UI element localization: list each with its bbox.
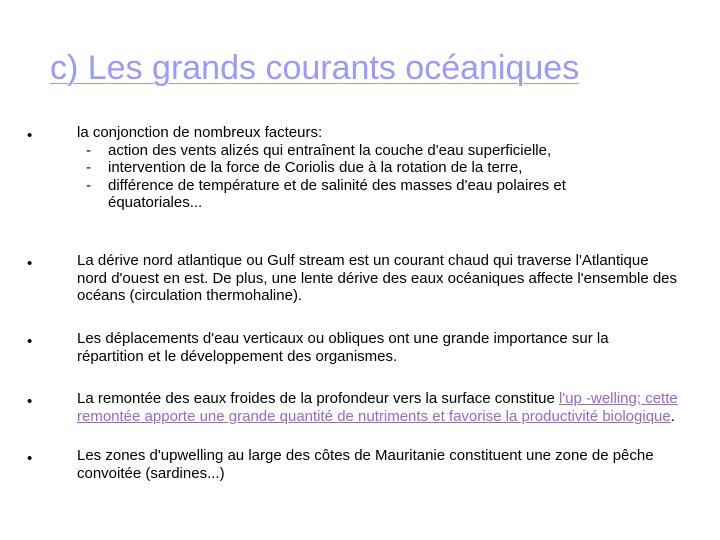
dash-marker: - (86, 176, 91, 194)
sub-item-1-text: action des vents alizés qui entraînent la couche d'eau superficielle, (108, 141, 552, 159)
sub-item-3-continuation: équatoriales... (108, 194, 203, 211)
bullet-2-text: La dérive nord atlantique ou Gulf stream est un courant chaud qui traverse l'Atlantique nord d'ouest en est. De plus, une lente dérive des eaux océaniques affecte l'ensemble des océans (circulation thermohaline). (77, 252, 678, 304)
bullet-3-text: Les déplacements d'eau verticaux ou obliques ont une grande importance sur la répartition et le développement des organismes. (77, 330, 609, 365)
bullet-4-end: . (670, 407, 675, 425)
bullet-marker: • (27, 393, 33, 410)
bullet-5-text: Les zones d'upwelling au large des côtes de Mauritanie constituent une zone de pêche convoitée (sardines...) (77, 447, 654, 482)
upwelling-link[interactable]: l'up -welling; cette remontée apporte une grande quantité de nutriments et favorise la productivité biologique (77, 390, 678, 425)
bullet-4-text (77, 390, 689, 425)
bullet-4-lead: La remontée des eaux froides de la profondeur vers la surface constitue (77, 390, 559, 407)
dash-marker: - (86, 141, 91, 159)
bullet-marker: • (27, 333, 33, 350)
bullet-marker: • (27, 255, 33, 272)
sub-item-3-text: différence de température et de salinité des masses d'eau polaires et (108, 176, 566, 194)
bullet-marker: • (27, 450, 33, 467)
bullet-marker: • (27, 127, 33, 144)
sub-item-2-text: intervention de la force de Coriolis due à la rotation de la terre, (108, 159, 523, 176)
bullet-1-intro: la conjonction de nombreux facteurs: (77, 124, 323, 141)
slide-title: c) Les grands courants océaniques (50, 49, 580, 87)
dash-marker: - (86, 159, 91, 176)
